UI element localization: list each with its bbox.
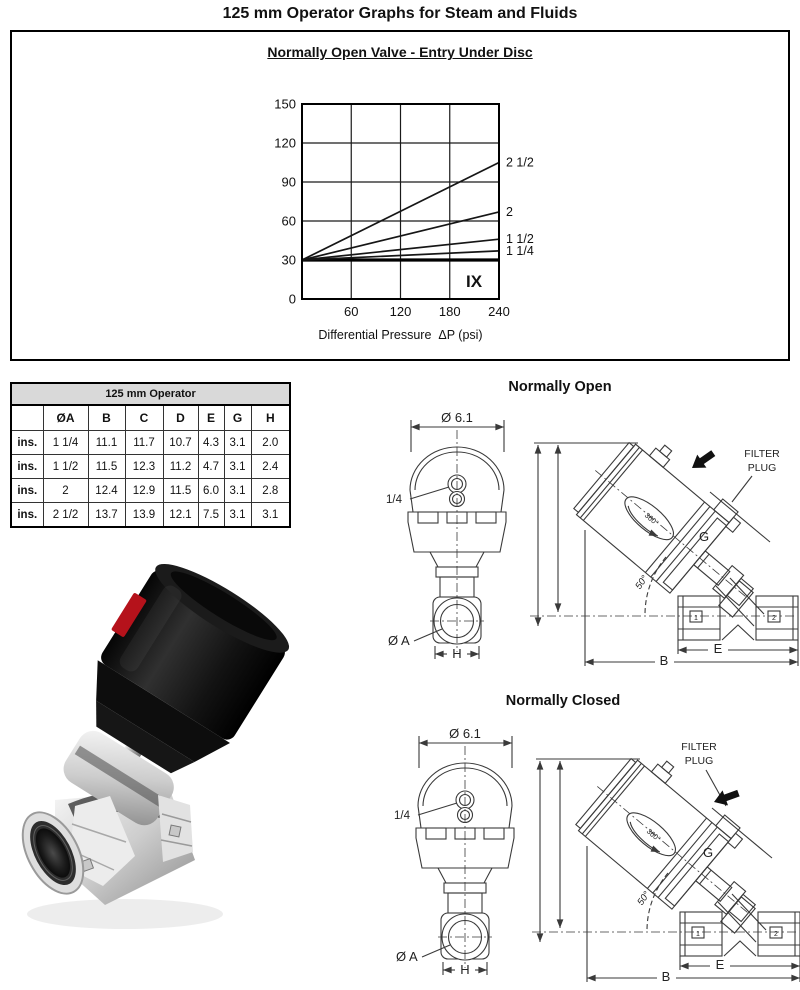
table-cell: 7.5 [198,503,224,528]
x-axis-label: Differential Pressure ΔP (psi) [318,328,483,342]
column-header [11,405,43,431]
filter-plug-label: FILTER [744,448,780,460]
rotation-label: 360° [642,510,661,528]
table-cell: 2 [43,479,88,503]
dim-label-diameter: Ø 6.1 [441,410,473,425]
dim-label-e: E [713,641,723,656]
x-tick-label: 60 [344,304,359,319]
graph-panel [10,30,790,361]
column-header: D [163,405,198,431]
svg-text:PLUG: PLUG [747,462,777,474]
dim-label-port: 1/4 [386,494,402,506]
series-label: 2 1/2 [506,155,534,170]
table-cell: 2 1/2 [43,503,88,528]
angle-label: 50° [633,573,651,592]
table-cell: 3.1 [224,503,251,528]
table-row [11,431,290,455]
series-label: 1 1/2 [506,232,534,247]
dim-label-e: E [715,957,725,972]
front-view-drawing [408,420,506,659]
table-cell: 2.0 [251,431,290,455]
column-header: G [224,405,251,431]
dim-label-g: G [702,845,714,860]
dim-label-diameter: Ø 6.1 [449,726,481,741]
x-tick-label: 120 [389,304,412,319]
table-cell: 2.4 [251,455,290,479]
series-label: 2 [506,204,513,219]
dim-label-port: 1/4 [394,810,410,822]
normally-open-drawing [380,400,800,680]
column-header: C [125,405,163,431]
front-view-drawing [416,736,514,975]
dim-label-bore: Ø A [388,633,410,648]
table-cell: 3.1 [251,503,290,528]
filter-plug-label: FILTER [681,741,717,753]
leader-line [732,476,752,502]
table-cell: 1 1/4 [43,431,88,455]
y-tick-label: 0 [288,291,296,307]
angled-view-drawing [532,737,800,982]
table-cell: 3.1 [224,455,251,479]
column-header: B [88,405,125,431]
table-cell: 11.1 [88,431,125,455]
dim-label-h: H [460,962,470,977]
chart-annotation: IX [465,272,483,291]
port-number-right: 2 [772,615,776,622]
table-cell: 12.4 [88,479,125,503]
flow-direction-arrow-icon [687,447,717,475]
photo-shadow [27,899,223,929]
table-cell: 3.1 [224,431,251,455]
table-cell: 3.1 [224,479,251,503]
table-cell: 6.0 [198,479,224,503]
table-row [11,503,290,528]
dim-label-b: B [659,653,669,668]
table-cell: 10.7 [163,431,198,455]
table-title: 125 mm Operator [11,383,290,405]
table-cell: ins. [11,479,43,503]
table-cell: 12.1 [163,503,198,528]
table-cell: 4.7 [198,455,224,479]
table-cell: 13.9 [125,503,163,528]
dim-label-g: G [698,529,710,544]
table-cell: 11.7 [125,431,163,455]
column-header: H [251,405,290,431]
table-cell: 4.3 [198,431,224,455]
flow-direction-arrow-icon [711,786,741,810]
table-row [11,479,290,503]
normally-closed-drawing [380,712,800,990]
port-number-left: 1 [694,615,698,622]
table-cell: ins. [11,431,43,455]
y-tick-label: 150 [274,96,296,112]
normally-closed-title: Normally Closed [505,693,621,709]
table-cell: 11.2 [163,455,198,479]
table-cell: 12.9 [125,479,163,503]
angle-label: 50° [635,889,653,908]
chart-title: Normally Open Valve - Entry Under Disc [267,44,533,60]
y-tick-label: 30 [281,252,296,268]
x-tick-label: 240 [488,304,510,319]
page-title: 125 mm Operator Graphs for Steam and Fluids [222,5,578,22]
pressure-chart [262,94,562,350]
y-tick-label: 60 [281,213,296,229]
table-cell: ins. [11,455,43,479]
table-cell: 2.8 [251,479,290,503]
operator-dimensions-table [10,382,291,528]
table-row [11,455,290,479]
table-cell: 1 1/2 [43,455,88,479]
port-number-left: 1 [696,931,700,938]
port-number-right: 2 [774,931,778,938]
dim-label-bore: Ø A [396,949,418,964]
column-header: E [198,405,224,431]
table-cell: 12.3 [125,455,163,479]
rotation-label: 360° [644,826,663,844]
normally-open-title: Normally Open [508,379,612,395]
table-cell: 13.7 [88,503,125,528]
table-cell: 11.5 [88,455,125,479]
table-cell: 11.5 [163,479,198,503]
y-tick-label: 90 [281,174,296,190]
dim-label-b: B [661,969,671,984]
series-label: 1 1/4 [506,243,534,258]
x-tick-label: 180 [438,304,461,319]
table-cell: ins. [11,503,43,528]
svg-text:PLUG: PLUG [684,755,714,767]
dim-label-h: H [452,646,462,661]
product-photo [10,556,310,980]
column-header: ØA [43,405,88,431]
y-tick-label: 120 [274,135,296,151]
